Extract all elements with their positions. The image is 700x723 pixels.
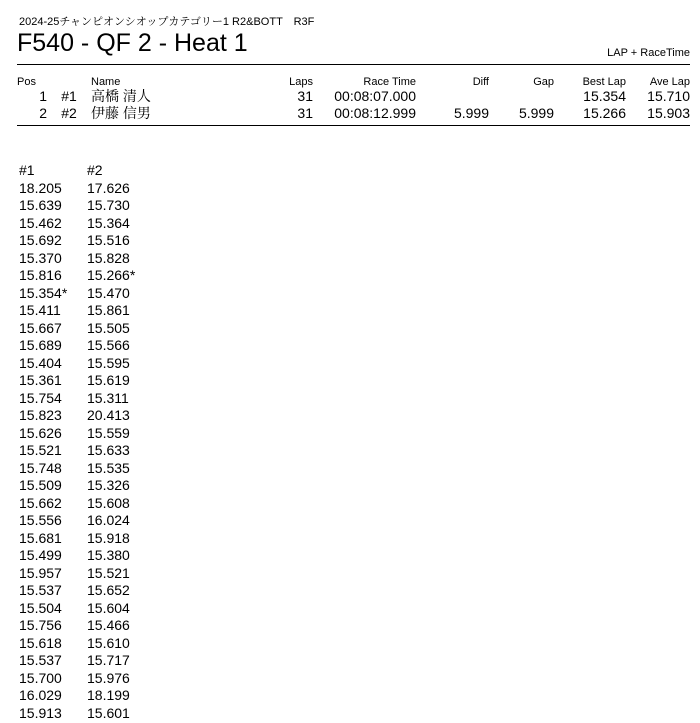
lap-time: 15.411: [19, 302, 61, 318]
race-time: 00:08:07.000: [334, 88, 416, 104]
lap-time: 16.029: [19, 687, 62, 703]
pos: 1: [39, 88, 47, 104]
header-divider: [17, 64, 690, 65]
ave-lap: 15.903: [647, 105, 690, 121]
lap-time: 15.692: [19, 232, 62, 248]
lap-time: 15.748: [19, 459, 62, 476]
lap-column-driver-1: [19, 162, 89, 722]
lap-time: 15.619: [87, 372, 130, 388]
lap-time: 15.354*: [19, 284, 68, 301]
results-divider: [17, 125, 690, 126]
race-time: 00:08:12.999: [334, 105, 416, 121]
ave-lap: 15.710: [647, 88, 690, 104]
laps: 31: [297, 105, 313, 121]
event-subtitle: 2024-25チャンピオンシオップカテゴリー1 R2&BOTT R3F: [19, 16, 315, 28]
col-diff: Diff: [472, 76, 489, 88]
lap-time: 15.633: [87, 442, 130, 458]
lap-time: 16.024: [87, 512, 130, 528]
lap-time: 15.652: [87, 582, 130, 598]
lap-column-header: #2: [87, 162, 103, 178]
car-number: #2: [61, 105, 77, 121]
results-header-row: [17, 74, 690, 88]
lap-time: 15.823: [19, 407, 62, 423]
lap-time: 15.754: [19, 389, 62, 406]
lap-time: 15.689: [19, 337, 62, 353]
col-gap: Gap: [533, 76, 554, 88]
lap-time: 15.700: [19, 669, 62, 686]
car-number: #1: [61, 88, 77, 104]
lap-time: 15.504: [19, 599, 62, 616]
driver-name: 伊藤 信男: [91, 105, 151, 121]
result-row: [17, 88, 690, 105]
result-row: [17, 105, 690, 122]
col-name: Name: [91, 76, 121, 88]
lap-time: 15.556: [19, 512, 62, 528]
lap-time: 15.326: [87, 477, 130, 493]
lap-time: 20.413: [87, 407, 130, 423]
lap-time: 15.516: [87, 232, 130, 248]
laps: 31: [297, 88, 313, 104]
lap-time: 15.828: [87, 249, 130, 266]
report-mode: LAP + RaceTime: [607, 47, 690, 59]
driver-name: 高橋 清人: [91, 88, 151, 104]
lap-time: 15.521: [87, 564, 130, 581]
lap-time: 18.205: [19, 179, 62, 196]
lap-time: 15.499: [19, 547, 62, 563]
lap-time: 15.535: [87, 459, 130, 476]
lap-time: 15.816: [19, 267, 62, 283]
lap-time: 15.566: [87, 337, 130, 353]
best-lap: 15.266: [583, 105, 626, 121]
lap-time: 15.266*: [87, 267, 136, 283]
lap-time: 15.505: [87, 319, 130, 336]
best-lap: 15.354: [583, 88, 626, 104]
lap-time: 15.618: [19, 634, 62, 651]
gap: 5.999: [518, 105, 554, 121]
lap-time: 15.730: [87, 197, 130, 213]
lap-time: 15.521: [19, 442, 62, 458]
lap-column-header: #1: [19, 162, 35, 178]
lap-time: 15.361: [19, 372, 62, 388]
results-table: [17, 74, 690, 122]
lap-time: 15.957: [19, 564, 62, 581]
lap-time: 15.537: [19, 582, 62, 598]
col-num: [47, 74, 91, 88]
lap-time: 15.662: [19, 494, 62, 511]
col-pos: Pos: [17, 76, 36, 88]
lap-time: 15.509: [19, 477, 62, 493]
heat-title: F540 - QF 2 - Heat 1: [17, 29, 248, 57]
lap-time: 15.667: [19, 319, 62, 336]
lap-time: 15.601: [87, 704, 130, 721]
lap-time: 15.976: [87, 669, 130, 686]
col-best-lap: Best Lap: [582, 76, 626, 88]
lap-time: 15.918: [87, 529, 130, 546]
lap-time: 15.717: [87, 652, 130, 668]
lap-time: 15.470: [87, 284, 130, 301]
lap-time: 15.861: [87, 302, 130, 318]
diff: [416, 88, 489, 105]
lap-column-driver-2: [87, 162, 157, 722]
col-ave-lap: Ave Lap: [649, 76, 690, 88]
lap-time: 15.364: [87, 214, 130, 231]
lap-time: 17.626: [87, 179, 130, 196]
lap-time: 15.404: [19, 354, 62, 371]
gap: [489, 88, 554, 105]
col-race-time: Race Time: [363, 76, 416, 88]
lap-time: 15.311: [87, 389, 129, 406]
lap-time: 15.639: [19, 197, 62, 213]
col-laps: Laps: [289, 76, 313, 88]
lap-time: 15.681: [19, 529, 62, 546]
lap-time: 15.604: [87, 599, 130, 616]
lap-time: 18.199: [87, 687, 130, 703]
lap-time: 15.756: [19, 617, 62, 633]
lap-time: 15.913: [19, 704, 62, 721]
lap-time: 15.537: [19, 652, 62, 668]
lap-time: 15.380: [87, 547, 130, 563]
diff: 5.999: [453, 105, 489, 121]
lap-time: 15.595: [87, 354, 130, 371]
lap-time: 15.466: [87, 617, 130, 633]
pos: 2: [39, 105, 47, 121]
lap-time: 15.462: [19, 214, 62, 231]
lap-time: 15.608: [87, 494, 130, 511]
lap-time: 15.559: [87, 424, 130, 441]
lap-time: 15.626: [19, 424, 62, 441]
lap-time: 15.610: [87, 634, 130, 651]
lap-time: 15.370: [19, 249, 62, 266]
